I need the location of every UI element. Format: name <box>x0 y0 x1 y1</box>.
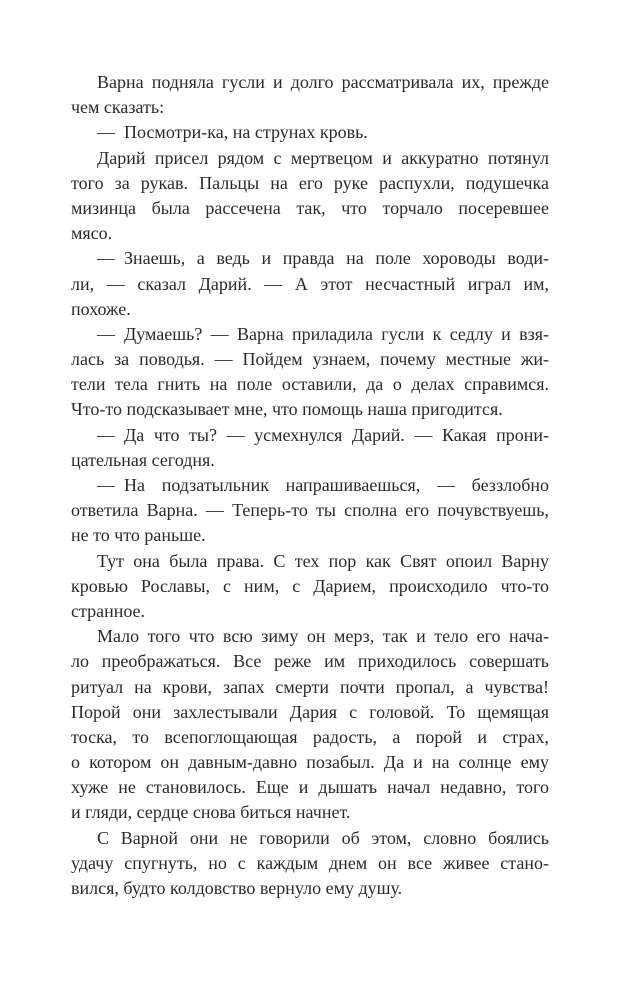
text-line: тели тела гнить на поле оставили, да о делах справимся. <box>71 374 549 395</box>
paragraph <box>71 624 549 826</box>
text-line: хуже не становилось. Еще и дышать начал недавно, того <box>71 777 549 798</box>
text-line: — Думаешь? — Варна приладила гусли к седлу и взя- <box>97 323 549 344</box>
paragraph <box>71 549 549 625</box>
text-line: Что-то подсказывает мне, что помощь наша пригодится. <box>71 399 503 420</box>
paragraph <box>71 423 549 473</box>
text-line: похоже. <box>71 298 131 319</box>
text-line: Дарий присел рядом с мертвецом и аккуратно потянул <box>97 147 549 168</box>
text-line: — Да что ты? — усмехнулся Дарий. — Какая прони- <box>97 424 549 445</box>
text-block <box>71 70 549 901</box>
text-line: цательная сегодня. <box>71 449 215 470</box>
text-line: ло преображаться. Все реже им приходилось совершать <box>71 651 549 672</box>
text-line: того за рукав. Пальцы на его руке распухли, подушечка <box>71 172 549 193</box>
text-line: не то что раньше. <box>71 525 206 546</box>
text-line: Тут она была права. С тех пор как Свят опоил Варну <box>97 550 549 571</box>
text-line: кровью Рославы, с ним, с Дарием, происходило что-то <box>71 575 549 596</box>
text-line: С Варной они не говорили об этом, словно боялись <box>97 827 549 848</box>
text-line: удачу спугнуть, но с каждым днем он все живее стано- <box>71 852 549 873</box>
paragraph <box>71 146 549 247</box>
text-line: — Посмотри-ка, на струнах кровь. <box>97 122 368 143</box>
text-line: мизинца была рассечена так, что торчало посеревшее <box>71 197 549 218</box>
text-line: ли, — сказал Дарий. — А этот несчастный играл им, <box>71 273 549 294</box>
paragraph <box>71 120 549 145</box>
paragraph <box>71 826 549 902</box>
paragraph <box>71 473 549 549</box>
paragraph <box>71 322 549 423</box>
text-line: о котором он давным-давно позабыл. Да и на солнце ему <box>71 752 549 773</box>
paragraph <box>71 70 549 120</box>
text-line: Мало того что всю зиму он мерз, так и тело его нача- <box>97 626 549 647</box>
text-line: и гляди, сердце снова биться начнет. <box>71 802 351 823</box>
text-line: тоска, то всепоглощающая радость, а порой и страх, <box>71 726 549 747</box>
text-line: чем сказать: <box>71 97 165 118</box>
text-line: лась за поводья. — Пойдем узнаем, почему местные жи- <box>71 349 549 370</box>
text-line: мясо. <box>71 223 113 244</box>
text-line: Порой они захлестывали Дария с головой. То щемящая <box>71 701 549 722</box>
text-line: Варна подняла гусли и долго рассматривала их, прежде <box>97 72 549 92</box>
text-line: ритуал на крови, запах смерти почти пропал, а чувства! <box>71 676 549 697</box>
text-line: вился, будто колдовство вернуло ему душу. <box>71 878 403 898</box>
text-line: ответила Варна. — Теперь-то ты сполна его почувствуешь, <box>71 500 549 521</box>
text-line: странное. <box>71 600 146 621</box>
text-line: — Знаешь, а ведь и правда на поле хороводы води- <box>97 248 549 269</box>
text-line: — На подзатыльник напрашиваешься, — беззлобно <box>97 475 549 495</box>
paragraph <box>71 246 549 322</box>
